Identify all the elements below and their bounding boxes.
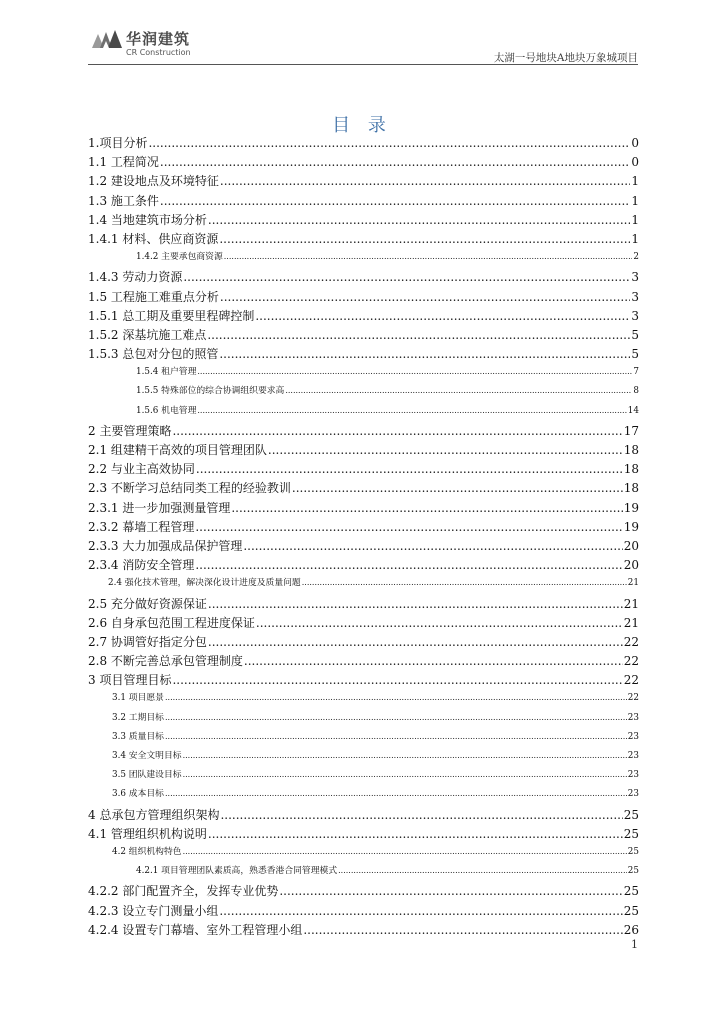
toc-entry-title: 3.2 工期目标 [112,712,164,723]
toc-entry-page: 1 [631,193,639,208]
toc-entry-page: 23 [627,789,639,800]
toc-entry-title: 1.5.2 深基坑施工难点 [88,327,207,342]
toc-leader-dots [292,481,623,495]
header-rule [88,64,638,65]
toc-entry-title: 2.3.4 消防安全管理 [88,558,195,573]
toc-entry[interactable] [88,326,639,345]
toc-entry[interactable] [88,230,639,249]
toc-leader-dots [195,520,622,534]
toc-entry-title: 4.2.2 部门配置齐全，发挥专业优势 [88,884,279,899]
toc-entry-page: 18 [623,443,639,457]
toc-entry-title: 2 主要管理策略 [88,423,172,438]
toc-title: 目 录 [332,115,392,136]
toc-entry[interactable] [88,806,639,825]
toc-entry[interactable] [88,748,639,767]
toc-entry-page: 3 [631,308,639,323]
toc-entry-page: 17 [623,423,639,438]
toc-entry-title: 2.3.2 幕墙工程管理 [88,519,195,534]
toc-entry-title: 1.5 工程施工难重点分析 [88,289,219,304]
project-name: 太湖一号地块A地块万象城项目 [493,52,638,64]
toc-entry-page: 18 [623,462,639,477]
toc-entry-title: 1.4.2 主要承包商资源 [136,252,223,263]
toc-entry-page: 19 [623,500,639,515]
toc-entry-page: 22 [623,634,639,649]
toc-entry[interactable] [88,134,639,153]
table-of-contents [88,134,639,940]
toc-entry[interactable] [88,403,639,422]
toc-leader-dots [165,789,627,798]
toc-entry-title: 3.3 质量目标 [112,731,164,742]
toc-leader-dots [244,654,623,668]
toc-entry[interactable] [88,575,639,594]
toc-leader-dots [255,309,630,323]
toc-leader-dots [208,635,623,649]
toc-entry-title: 3.4 安全文明目标 [112,751,182,761]
toc-entry-title: 2.3.1 进一步加强测量管理 [88,500,231,515]
toc-entry-page: 7 [633,367,639,378]
toc-leader-dots [219,347,630,361]
toc-leader-dots [220,808,622,822]
toc-entry[interactable] [88,172,639,191]
toc-leader-dots [165,713,627,722]
toc-leader-dots [172,673,622,687]
toc-entry[interactable] [88,345,639,364]
toc-leader-dots [208,597,623,611]
toc-entry-page: 1 [631,174,639,189]
toc-entry-page: 8 [633,386,639,397]
toc-entry[interactable] [88,288,639,307]
toc-entry[interactable] [88,537,639,556]
toc-entry-page: 3 [631,289,639,304]
toc-leader-dots [303,923,622,937]
toc-leader-dots [160,155,630,169]
toc-entry-page: 25 [623,807,639,822]
toc-entry-title: 2.7 协调管好指定分包 [88,634,207,649]
toc-entry[interactable] [88,614,639,633]
toc-entry-title: 4.2.4 设置专门幕墙、室外工程管理小组 [88,922,303,937]
toc-entry[interactable] [88,671,639,690]
toc-entry-page: 23 [627,731,639,742]
toc-entry-page: 25 [627,866,639,877]
toc-entry-page: 0 [631,136,639,150]
toc-leader-dots [197,367,632,376]
toc-entry-page: 0 [631,155,639,170]
toc-leader-dots [183,770,627,779]
toc-entry-title: 1.项目分析 [88,136,148,150]
toc-entry-page: 22 [623,673,639,688]
toc-entry-page: 26 [623,922,639,937]
toc-entry-page: 22 [623,654,639,669]
toc-entry-title: 4.2.1 项目管理团队素质高，熟悉香港合同管理模式 [136,866,338,877]
toc-entry-title: 3.6 成本目标 [112,789,164,800]
toc-entry-title: 2.4 强化技术管理，解决深化设计进度及质量问题 [108,578,301,589]
toc-leader-dots [165,693,627,702]
toc-entry[interactable] [88,921,639,940]
toc-entry[interactable] [88,882,639,901]
toc-entry-title: 2.1 组建精干高效的项目管理团队 [88,443,267,457]
toc-entry[interactable] [88,460,639,479]
toc-entry-page: 2 [633,252,639,263]
toc-leader-dots [183,270,630,284]
toc-entry-page: 5 [631,327,639,342]
toc-leader-dots [268,443,623,457]
toc-entry[interactable] [88,652,639,671]
toc-leader-dots [183,847,627,856]
toc-entry-page: 18 [623,481,639,496]
toc-leader-dots [172,424,622,438]
toc-entry-title: 2.8 不断完善总承包管理制度 [88,654,243,669]
toc-leader-dots [208,827,623,841]
page-number: 1 [631,938,638,951]
toc-entry[interactable] [88,441,639,460]
toc-entry-title: 2.5 充分做好资源保证 [88,596,207,611]
toc-entry-title: 1.5.3 总包对分包的照管 [88,347,219,362]
toc-entry[interactable] [88,192,639,211]
toc-entry[interactable] [88,844,639,863]
toc-entry[interactable] [88,786,639,805]
toc-entry[interactable] [88,595,639,614]
toc-entry-page: 14 [627,405,639,416]
toc-entry-title: 2.2 与业主高效协同 [88,462,195,477]
toc-entry-title: 1.4.1 材料、供应商资源 [88,231,219,246]
toc-entry-page: 23 [627,770,639,781]
toc-entry-title: 2.3 不断学习总结同类工程的经验教训 [88,481,291,496]
toc-entry-title: 1.1 工程简况 [88,155,159,170]
toc-entry-title: 4 总承包方管理组织架构 [88,807,220,822]
toc-entry[interactable] [88,307,639,326]
toc-entry-page: 22 [627,693,639,704]
toc-entry[interactable] [88,211,639,230]
toc-entry-title: 1.5.5 特殊部位的综合协调组织要求高 [136,386,285,397]
toc-entry-page: 20 [623,538,639,553]
toc-entry[interactable] [88,499,639,518]
toc-leader-dots [195,558,622,572]
toc-entry-title: 3 项目管理目标 [88,673,172,688]
cr-logo-icon [92,28,122,50]
toc-entry[interactable] [88,690,639,709]
toc-leader-dots [208,213,630,227]
toc-entry[interactable] [88,518,639,537]
toc-entry-page: 23 [627,712,639,723]
toc-entry-page: 5 [631,347,639,362]
toc-entry-title: 1.5.1 总工期及重要里程碑控制 [88,308,255,323]
toc-leader-dots [219,904,622,918]
toc-entry-title: 1.4 当地建筑市场分析 [88,212,207,227]
toc-entry-title: 1.5.6 机电管理 [136,405,197,416]
toc-leader-dots [231,501,622,515]
toc-leader-dots [224,252,633,261]
toc-entry-page: 25 [623,884,639,899]
toc-entry[interactable] [88,268,639,287]
toc-entry-page: 25 [627,846,639,857]
toc-entry[interactable] [88,383,639,402]
toc-entry[interactable] [88,364,639,383]
toc-entry-title: 1.5.4 租户管理 [136,367,197,378]
toc-leader-dots [165,732,627,741]
logo-chinese: 华润建筑 [126,30,191,48]
toc-leader-dots [302,578,627,587]
toc-entry-page: 21 [623,615,639,630]
toc-entry-title: 2.3.3 大力加强成品保护管理 [88,538,243,553]
toc-leader-dots [220,174,630,188]
toc-leader-dots [279,884,622,898]
toc-entry[interactable] [88,729,639,748]
toc-entry[interactable] [88,153,639,172]
toc-entry-title: 2.6 自身承包范围工程进度保证 [88,615,255,630]
toc-entry[interactable] [88,825,639,844]
toc-entry-page: 21 [627,578,639,589]
toc-leader-dots [197,406,626,415]
toc-leader-dots [183,751,627,760]
toc-leader-dots [243,539,622,553]
toc-entry-page: 20 [623,558,639,573]
toc-entry-title: 3.5 团队建设目标 [112,770,182,781]
logo-english: CR Construction [126,48,191,57]
toc-leader-dots [196,462,623,476]
toc-entry-title: 1.3 施工条件 [88,193,159,208]
toc-entry[interactable] [88,422,639,441]
toc-entry[interactable] [88,633,639,652]
toc-leader-dots [219,232,630,246]
toc-entry[interactable] [88,710,639,729]
page-header [0,0,724,66]
toc-entry[interactable] [88,863,639,882]
toc-entry-page: 21 [623,596,639,611]
toc-leader-dots [160,194,630,208]
toc-leader-dots [148,136,630,150]
toc-entry-page: 19 [623,519,639,534]
toc-entry-title: 3.1 项目愿景 [112,693,164,704]
toc-entry-title: 1.2 建设地点及环境特征 [88,174,219,189]
toc-entry-title: 1.4.3 劳动力资源 [88,270,183,285]
toc-leader-dots [207,328,630,342]
toc-entry[interactable] [88,556,639,575]
toc-entry-page: 25 [623,903,639,918]
toc-entry[interactable] [88,249,639,268]
toc-leader-dots [285,386,632,395]
toc-entry[interactable] [88,902,639,921]
toc-entry[interactable] [88,479,639,498]
toc-entry-title: 4.1 管理组织机构说明 [88,826,207,841]
toc-entry-page: 25 [623,826,639,841]
toc-leader-dots [256,616,623,630]
toc-entry-page: 1 [631,212,639,227]
toc-entry-page: 1 [631,231,639,246]
toc-entry-page: 23 [627,751,639,761]
toc-entry[interactable] [88,767,639,786]
toc-entry-title: 4.2 组织机构特色 [112,846,182,857]
toc-entry-title: 4.2.3 设立专门测量小组 [88,903,219,918]
toc-leader-dots [220,290,630,304]
toc-leader-dots [338,866,627,875]
toc-entry-page: 3 [631,270,639,285]
